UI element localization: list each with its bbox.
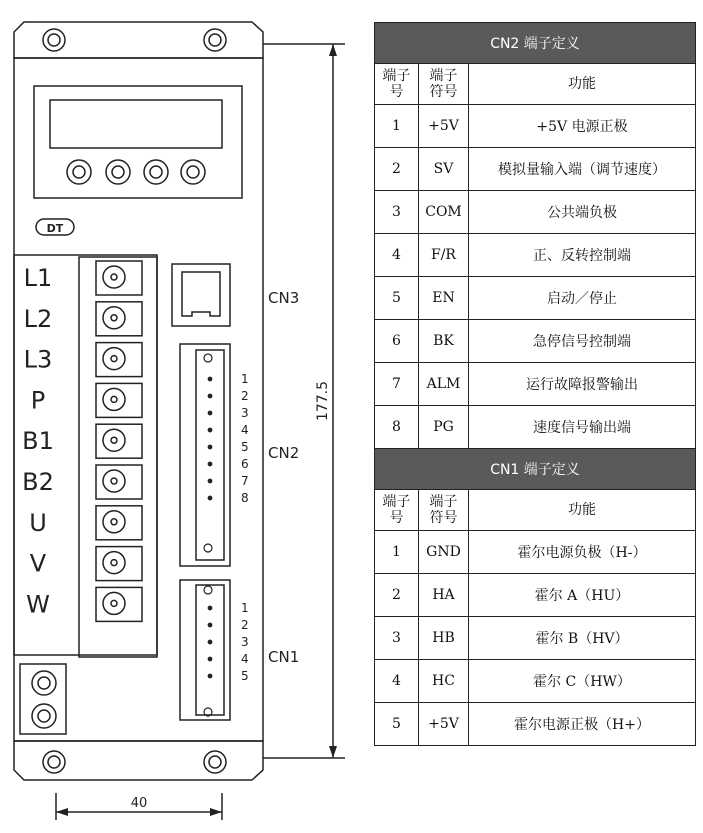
display-screen (50, 100, 222, 148)
cn1-pin-number: 1 (241, 601, 249, 615)
cn2-pin-symbol: BK (419, 320, 469, 363)
cn1-pin-symbol: HC (419, 660, 469, 703)
cn1-row (375, 617, 696, 660)
cn1-pin-symbol: +5V (419, 703, 469, 746)
terminal-screw (103, 388, 125, 410)
cn1-pin (208, 623, 212, 627)
cn2-header-no: 端子 号 (375, 64, 419, 105)
cn2-pin-number: 8 (241, 491, 249, 505)
mount-hole (43, 751, 65, 773)
cn2-pin-function: 模拟量输入端（调节速度） (469, 148, 696, 191)
cn1-pin (208, 674, 212, 678)
cn2-plug-frame (180, 344, 230, 566)
terminal-screw-center (111, 396, 117, 402)
cn1-latch (204, 586, 212, 594)
cn3-port (172, 264, 230, 326)
cn2-latch (204, 354, 212, 362)
cn1-pin-function: 霍尔电源正极（H+） (469, 703, 696, 746)
cn1-pin-function: 霍尔 C（HW） (469, 660, 696, 703)
panel-button-inner (112, 166, 124, 178)
cn1-pin-no: 2 (375, 574, 419, 617)
terminal-screw (103, 266, 125, 288)
cn1-pin-no: 1 (375, 531, 419, 574)
terminal-screw-center (111, 437, 117, 443)
cn1-table-title: CN1 端子定义 (375, 449, 696, 490)
cn2-row (375, 277, 696, 320)
terminal-screw (103, 552, 125, 574)
power-terminal-label: L1 (23, 264, 53, 292)
display-panel (34, 86, 242, 198)
cn3-socket (182, 272, 220, 316)
cn1-header-no: 端子 号 (375, 490, 419, 531)
cn2-header-func: 功能 (469, 64, 696, 105)
cn1-pin (208, 606, 212, 610)
cn2-pin-no: 5 (375, 277, 419, 320)
mount-hole-inner (209, 34, 221, 46)
panel-button-inner (73, 166, 85, 178)
cn2-pin (208, 445, 212, 449)
cn2-pin-number: 3 (241, 406, 249, 420)
mount-hole-inner (48, 756, 60, 768)
cn1-pin-no: 5 (375, 703, 419, 746)
ground-screw (32, 671, 56, 695)
cn2-pin (208, 377, 212, 381)
panel-button (181, 160, 205, 184)
terminal-screw (103, 470, 125, 492)
panel-button (106, 160, 130, 184)
cn1-pin-number: 2 (241, 618, 249, 632)
cn1-header-func: 功能 (469, 490, 696, 531)
dt-logo-text: DT (46, 222, 64, 235)
cn2-pin-no: 2 (375, 148, 419, 191)
cn2-pin-number: 5 (241, 440, 249, 454)
cn1-header-sym: 端子 符号 (419, 490, 469, 531)
cn2-pin-no: 3 (375, 191, 419, 234)
cn1-pin-number: 3 (241, 635, 249, 649)
ground-screw-inner (38, 677, 50, 689)
cn2-pin-number: 6 (241, 457, 249, 471)
terminal-screw (103, 348, 125, 370)
cn1-pin-function: 霍尔 B（HV） (469, 617, 696, 660)
cn1-pin (208, 640, 212, 644)
terminal-screw-center (111, 560, 117, 566)
cn2-pin-symbol: F/R (419, 234, 469, 277)
cn2-table-title: CN2 端子定义 (375, 23, 696, 64)
cn2-pin (208, 394, 212, 398)
panel-button-inner (187, 166, 199, 178)
cn1-pin-no: 4 (375, 660, 419, 703)
cn2-pin-function: 公共端负极 (469, 191, 696, 234)
mount-hole (204, 751, 226, 773)
cn2-pin-number: 2 (241, 389, 249, 403)
panel-button (67, 160, 91, 184)
cn1-pin-number: 4 (241, 652, 249, 666)
terminal-screw (103, 429, 125, 451)
cn2-pin-no: 6 (375, 320, 419, 363)
terminal-screw (103, 511, 125, 533)
cn2-pin-symbol: EN (419, 277, 469, 320)
cn2-pin-function: 运行故障报警输出 (469, 363, 696, 406)
mount-hole (43, 29, 65, 51)
power-terminal-label: L3 (23, 345, 53, 374)
power-terminal-label: W (26, 590, 50, 619)
terminal-screw-center (111, 274, 117, 280)
cn2-pin-symbol: +5V (419, 105, 469, 148)
power-terminal-label: B1 (22, 427, 54, 456)
cn2-pin (208, 428, 212, 432)
ground-terminal (20, 664, 66, 734)
cn2-pin (208, 496, 212, 500)
power-terminal-block (79, 257, 157, 657)
terminal-screw-center (111, 356, 117, 362)
cn2-pin-no: 7 (375, 363, 419, 406)
cn2-pin-function: 启动／停止 (469, 277, 696, 320)
mount-hole (204, 29, 226, 51)
terminal-definition-table (374, 22, 696, 746)
cn2-pin (208, 462, 212, 466)
terminal-screw (103, 592, 125, 614)
cn1-row (375, 703, 696, 746)
mount-hole-inner (48, 34, 60, 46)
cn2-row (375, 191, 696, 234)
power-terminal-label: U (29, 508, 47, 537)
cn1-pin-function: 霍尔 A（HU） (469, 574, 696, 617)
height-dimension: 177.5 (315, 380, 331, 422)
cn2-pin-function: 急停信号控制端 (469, 320, 696, 363)
cn1-pin-number: 5 (241, 669, 249, 683)
cn2-row (375, 234, 696, 277)
cn2-latch (204, 544, 212, 552)
cn2-pin-symbol: SV (419, 148, 469, 191)
terminal-screw-center (111, 478, 117, 484)
cn1-pin-symbol: HB (419, 617, 469, 660)
cn2-pin-no: 1 (375, 105, 419, 148)
power-terminal-label: V (29, 549, 47, 578)
terminal-screw-center (111, 315, 117, 321)
cn1-pin-function: 霍尔电源负极（H-） (469, 531, 696, 574)
cn2-pin (208, 479, 212, 483)
cn2-pin-number: 4 (241, 423, 249, 437)
cn1-pin (208, 657, 212, 661)
cn1-pin-symbol: GND (419, 531, 469, 574)
cn2-pin-function: 速度信号输出端 (469, 406, 696, 449)
cn1-pin-no: 3 (375, 617, 419, 660)
cn1-row (375, 574, 696, 617)
cn1-plug-frame (180, 580, 230, 720)
cn2-pin-function: +5V 电源正极 (469, 105, 696, 148)
cn2-pin-symbol: PG (419, 406, 469, 449)
cn2-row (375, 406, 696, 449)
terminal-screw-center (111, 519, 117, 525)
housing-body (14, 58, 263, 741)
terminal-screw-center (111, 600, 117, 606)
cn2-row (375, 105, 696, 148)
power-terminal-label: P (30, 386, 46, 415)
cn2-row (375, 320, 696, 363)
cn2-pin-function: 正、反转控制端 (469, 234, 696, 277)
terminal-screw (103, 307, 125, 329)
ground-screw (32, 704, 56, 728)
cn2-row (375, 148, 696, 191)
ground-screw-inner (38, 710, 50, 722)
cn2-pin-symbol: ALM (419, 363, 469, 406)
cn2-pin-no: 8 (375, 406, 419, 449)
cn1-row (375, 531, 696, 574)
cn2-row (375, 363, 696, 406)
power-terminal-label: L2 (23, 304, 53, 333)
cn1-label: CN1 (268, 648, 300, 666)
power-terminal-label: B2 (22, 468, 54, 496)
mount-hole-inner (209, 756, 221, 768)
cn1-pin-symbol: HA (419, 574, 469, 617)
cn2-label: CN2 (268, 444, 300, 462)
cn1-plug-body (196, 585, 224, 715)
width-dimension: 40 (130, 796, 148, 811)
panel-button (144, 160, 168, 184)
cn1-row (375, 660, 696, 703)
cn2-pin-number: 7 (241, 474, 249, 488)
cn2-pin-symbol: COM (419, 191, 469, 234)
cn2-pin (208, 411, 212, 415)
cn2-plug-body (196, 350, 224, 560)
cn2-pin-number: 1 (241, 372, 249, 386)
cn2-header-sym: 端子 符号 (419, 64, 469, 105)
cn3-label: CN3 (268, 289, 300, 307)
panel-button-inner (150, 166, 162, 178)
cn2-pin-no: 4 (375, 234, 419, 277)
